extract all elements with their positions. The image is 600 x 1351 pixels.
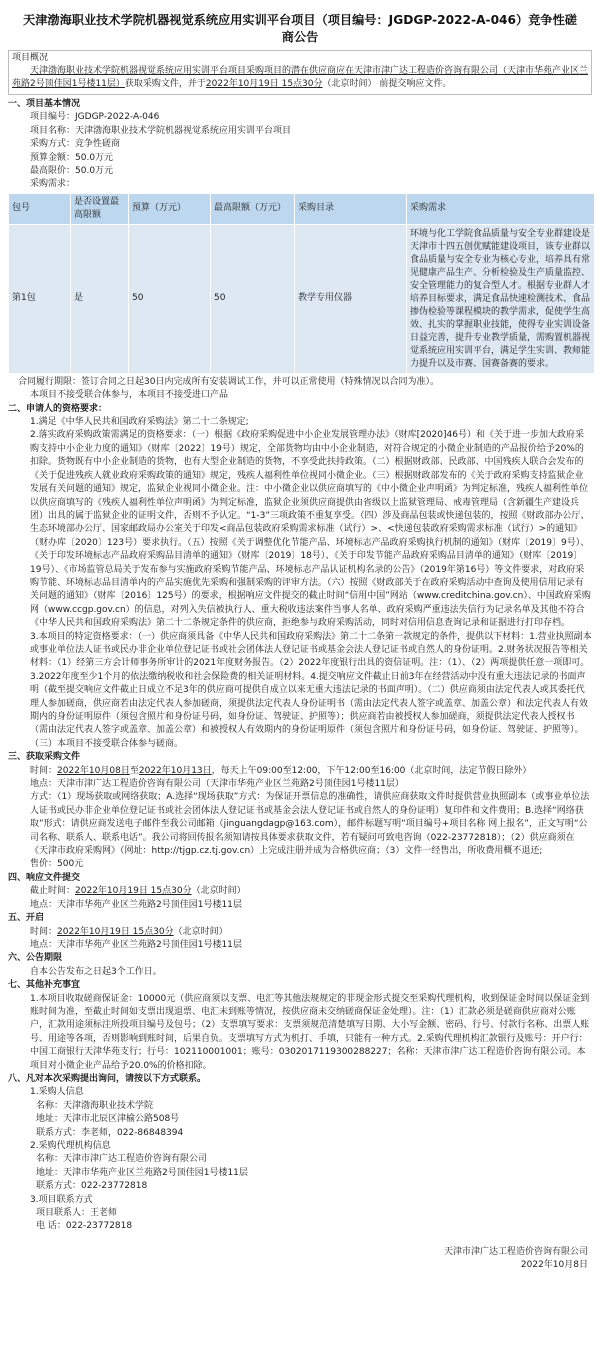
consortium-note: 本项目不接受联合体参与，本项目不接受进口产品 <box>30 390 229 401</box>
overview-date: 2022年10月19日 15点30分 <box>205 79 323 89</box>
overview-end: （北京时间） 前提交响应文件。 <box>322 79 452 89</box>
overview-mid: 获取采购文件，并于 <box>124 79 206 89</box>
section-heading: 六、公告期限 <box>8 953 63 964</box>
opening-place: 地点：天津市华苑产业区兰苑路2号顶佳园1号楼11层 <box>30 939 242 950</box>
contact-line: 地址：天津市北辰区津榆公路508号 <box>36 1114 180 1125</box>
procurement-table <box>8 193 595 374</box>
table-header-cell: 预算（万元） <box>129 193 211 224</box>
info-value: 50.0万元 <box>75 166 114 177</box>
info-row <box>30 152 592 165</box>
label: 至 <box>129 765 139 776</box>
overview-text <box>12 65 589 91</box>
label: 时间： <box>30 926 58 937</box>
section-announcement-period <box>8 952 592 979</box>
table-cell: 教学专用仪器 <box>295 224 407 373</box>
opening-date: 2022年10月19日 15点30分 <box>57 926 174 937</box>
info-row <box>30 138 592 151</box>
section-submission <box>8 872 592 912</box>
table-row <box>9 224 595 373</box>
section-obtain-documents <box>8 751 592 872</box>
info-value: 竞争性磋商 <box>75 139 121 150</box>
table-cell: 是 <box>71 224 129 373</box>
info-row <box>30 178 592 191</box>
table-cell: 50 <box>129 224 211 373</box>
section-heading: 五、开启 <box>8 913 45 924</box>
table-cell-requirement: 环境与化工学院食品质量与安全专业群建设是天津市十四五创优赋能建设项目，该专业群以食品质量与安全专业为核心专业，培养具有常见健康产品生产、分析检验及生产质量监控、安全管理能力的复合型人才。根据专业群人才培养目标要求，满足食品快速检测技术、食品掺伪检验等课程模块的教学需求，促使学生高效、扎实的掌握职业技能，使得专业实训设备日益完善，提升专业教学质量，需购置机器视觉系统应用实训平台，满足学生实训、教师能力提升以及市赛、国赛备赛的要求。 <box>407 224 595 373</box>
contact-line: 名称：天津市津广达工程造价咨询有限公司 <box>36 1154 208 1165</box>
qualification-item: 1.满足《中华人民共和国政府采购法》第二十二条规定; <box>30 417 249 428</box>
section-qualification <box>8 403 592 752</box>
info-key: 最高限价： <box>30 166 76 177</box>
contact-line: 联系方式：022-23772818 <box>36 1181 148 1192</box>
info-key: 采购需求： <box>30 179 76 190</box>
contact-line: 地址：天津市华苑产业区兰苑路2号顶佳园1号楼11层 <box>36 1167 248 1178</box>
info-row <box>30 165 592 178</box>
table-header-cell: 最高限额（万元） <box>211 193 295 224</box>
obtain-place: 地点：天津市津广达工程造价咨询有限公司（天津市华苑产业区兰苑路2号顶佳园1号楼11层） <box>30 779 404 790</box>
table-header-cell: 采购目录 <box>295 193 407 224</box>
table-cell: 第1包 <box>9 224 71 373</box>
announcement-period-text: 自本公告发布之日起3个工作日。 <box>30 966 162 977</box>
signature-block <box>8 1246 592 1273</box>
info-key: 预算金额： <box>30 152 76 163</box>
contact-line: 电 话：022-23772818 <box>36 1221 133 1232</box>
table-header-cell: 是否设置最高限额 <box>71 193 129 224</box>
table-header-cell: 采购需求 <box>407 193 595 224</box>
contact-group-heading: 1.采购人信息 <box>30 1087 84 1098</box>
start-date: 2022年10月08日 <box>57 765 130 776</box>
section-contact <box>8 1073 592 1234</box>
page-title: 天津渤海职业技术学院机器视觉系统应用实训平台项目（项目编号：JGDGP-2022-A-046）竞争性磋商公告 <box>23 13 577 44</box>
contact-line: 项目联系人：王老师 <box>36 1208 118 1219</box>
info-value: 50.0万元 <box>75 152 114 163</box>
basic-info-list <box>8 111 592 191</box>
section-heading: 八、凡对本次采购提出询问，请按以下方式联系。 <box>8 1073 207 1084</box>
section-supplementary <box>8 979 592 1073</box>
section-heading: 四、响应文件提交 <box>8 872 81 883</box>
info-key: 项目名称： <box>30 125 76 136</box>
submission-place: 地点：天津市华苑产业区兰苑路2号顶佳园1号楼11层 <box>30 899 242 910</box>
contact-line: 联系方式：李老师，022-86848394 <box>36 1127 184 1138</box>
label: 时间： <box>30 765 58 776</box>
obtain-time <box>8 765 592 778</box>
contact-line: 名称：天津渤海职业技术学院 <box>36 1100 154 1111</box>
info-key: 采购方式： <box>30 139 76 150</box>
info-value: JGDGP-2022-A-046 <box>75 112 160 123</box>
label: （北京时间） <box>173 926 228 937</box>
time-detail: ，每天上午09:00至12:00，下午12:00至16:00（北京时间，法定节假日除外） <box>211 765 532 776</box>
contact-group-heading: 3.项目联系方式 <box>30 1194 93 1205</box>
section-heading: 三、获取采购文件 <box>8 752 81 763</box>
opening-time <box>8 926 592 939</box>
obtain-method: 方式：（1）现场获取或网络获取；A.选择“现场获取”方式：为保证开票信息的准确性，请供应商获取文件时提供营业执照副本（或事业单位法人证书或民办非企业单位登记证书或社会团体法人登记证书或基金会法人登记证书或自然人的身份证明）复印件和文件费用；B.选择“网络获取”形式：请供应商发送电子邮件至我公司邮箱（jinguangdagp@163.com），邮件标题写明“项目编号+项目名称 网上报名”，正文写明“公司名称、联系人、联系电话”。我公司将回传报名须知请按具体要求获取文件，若有疑问可致电咨询（022-23772818）；（2）供应商须在《天津市政府采购网》（网址：http://tjgp.cz.tj.gov.cn）上完成注册并成为合格供应商；（3）文件一经售出，所收费用概不退还; <box>30 792 590 857</box>
info-row <box>30 111 592 124</box>
section-basic-info <box>8 98 592 403</box>
deadline-date: 2022年10月19日 15点30分 <box>75 886 192 897</box>
info-key: 项目编号： <box>30 112 76 123</box>
overview-supplier: 天津渤海职业技术学院机器视觉系统应用实训平台项目采购项目的潜在供应商应在天津市津广达工程造价咨询有限公司（天津市华苑产业区兰苑路2号顶佳园1号楼11层） <box>12 66 589 89</box>
section-opening <box>8 912 592 952</box>
section-heading: 七、其他补充事宜 <box>8 980 81 991</box>
signature-org: 天津市津广达工程造价咨询有限公司 <box>443 1246 588 1257</box>
qualification-item: 2.落实政府采购政策需满足的资格要求：（一）根据《政府采购促进中小企业发展管理办法》（财库[2020]46号）和《关于进一步加大政府采购支持中小企业力度的通知》（财库〔2022〕19号）规定，全部货物均由中小企业制造，对符合规定的小微企业制造的产品报价给予20%的扣除。货物既有中小企业制造的货物，也有大型企业制造的货物，不享受此扶持政策。（二）根据财政部、民政部、中国残疾人联合会发布的《关于促进残疾人就业政府采购政策的通知》规定，残疾人福利性单位视同小微企业。（三）根据财政部发布的《关于政府采购支持监狱企业发展有关问题的通知》规定，监狱企业视同小微企业。注：中小微企业以供应商填写的《中小微企业声明函》为判定标准，残疾人福利性单位以供应商填写的《残疾人福利性单位声明函》为判定标准，监狱企业须供应商提供由省级以上监狱管理局、戒毒管理局（含新疆生产建设兵团）出具的属于监狱企业的证明文件，否则不予认定。“1-3”三项政策不重复享受。（四）涉及商品包装或快递包装的，按照《财政部办公厅、生态环境部办公厅、国家邮政局办公室关于印发<商品包装政府采购需求标准（试行）>、<快递包装政府采购需求标准（试行）>的通知》（财办库〔2020〕123号）要求执行。（五）按照《关于调整优化节能产品、环境标志产品政府采购执行机制的通知》（财库〔2019〕9号）、《关于印发环境标志产品政府采购品目清单的通知》（财库〔2019〕18号）、《关于印发节能产品政府采购品目清单的通知》（财库〔2019〕19号）、《市场监管总局关于发布参与实施政府采购节能产品、环境标志产品认证机构名录的公告》（2019年第16号）等文件要求，对政府采购节能、环境标志品目清单内的产品实施优先采购和强制采购的评审方法。（六）按照《财政部关于在政府采购活动中查询及使用信用记录有关问题的通知》（财库〔2016〕125号）的要求，根据响应文件提交的截止时间“信用中国”网站（www.creditchina.gov.cn）、中国政府采购网（www.ccgp.gov.cn）的信息，对列入失信被执行人、重大税收违法案件当事人名单、政府采购严重违法失信行为记录名单及其他不符合《中华人民共和国政府采购法》第二十二条规定条件的供应商，拒绝参与政府采购活动，同时对信用信息查询记录和证据进行打印存档。 <box>30 430 591 629</box>
contact-group-heading: 2.采购代理机构信息 <box>30 1141 111 1151</box>
label: （北京时间） <box>191 886 246 897</box>
project-overview <box>8 50 592 95</box>
obtain-price: 售价：500元 <box>30 859 84 870</box>
supplementary-text: 1.本项目收取磋商保证金：10000元（供应商须以支票、电汇等其他法规规定的非现金形式提交至采购代理机构，收到保证金时间以保证金到账时间为准，至截止时间如支票出现退票、电汇未到账等情况，按供应商未交纳磋商保证金处理）。注：（1）汇款必须是磋商供应商对公账户，汇款用途须标注所投项目编号及包号；（2）支票填写要求：支票须规范清楚填写日期、大小写金额、密码、行号、付款行名称、出票人账号、用途等各项，否则影响到账时间，后果自负。支票填写方式为机打、手填，只能有一种方式。2.采购代理机构汇款银行及账号：开户行：中国工商银行天津华苑支行；行号：102110001001；账号：0302017119300288227；名称：天津市津广达工程造价咨询有限公司。本项目对小微企业产品给予20.0%的价格扣除。 <box>30 993 590 1071</box>
qualification-item: 3.本项目的特定资格要求：（一）供应商须具备《中华人民共和国政府采购法》第二十二条第一款规定的条件，提供以下材料：1.营业执照副本或事业单位法人证书或民办非企业单位登记证书或社会团体法人登记证书或基金会法人登记证书或自然人的身份证明。2.财务状况报告等相关材料：（1）经第三方会计师事务所审计的2021年度财务报告。（2）2022年度银行出具的资信证明。注：（1）、（2）两项提供任意一项即可。3.2022年度至少1个月的依法缴纳税收和社会保险费的相关证明材料。4.提交响应文件截止日前3年在经营活动中没有重大违法记录的书面声明（截至提交响应文件截止日成立不足3年的供应商可提供自成立以来无重大违法记录的书面声明）。（二）供应商须由法定代表人或其委托代理人参加磋商，供应商若由法定代表人参加磋商，须提供法定代表人身份证明书（需由法定代表人签字或盖章、加盖公章）和法定代表人有效期内的身份证明原件（须包含照片和身份证号码，如身份证、驾驶证、护照等）；供应商若由被授权人参加磋商，须提供法定代表人授权书（需由法定代表人签字或盖章、加盖公章）和被授权人有效期内的身份证明原件（须包含照片和身份证号码，如身份证、驾驶证、护照等）。（三）本项目不接受联合体参与磋商。 <box>30 631 592 749</box>
submission-deadline <box>8 885 592 898</box>
label: 截止时间： <box>30 886 76 897</box>
table-header-cell: 包号 <box>9 193 71 224</box>
section-heading: 一、项目基本情况 <box>8 99 81 109</box>
table-cell: 50 <box>211 224 295 373</box>
contract-period: 合同履行期限：签订合同之日起30日内完成所有安装调试工作，并可以正常使用（特殊情况以合同为准）。 <box>18 376 439 387</box>
signature-date: 2022年10月8日 <box>520 1260 588 1271</box>
section-heading: 二、申请人的资格要求： <box>8 403 108 414</box>
overview-heading: 项目概况 <box>12 53 49 63</box>
end-date: 2022年10月13日 <box>138 765 212 776</box>
info-value: 天津渤海职业技术学院机器视觉系统应用实训平台项目 <box>75 125 292 136</box>
table-header-row <box>9 193 595 224</box>
info-row <box>30 125 592 138</box>
